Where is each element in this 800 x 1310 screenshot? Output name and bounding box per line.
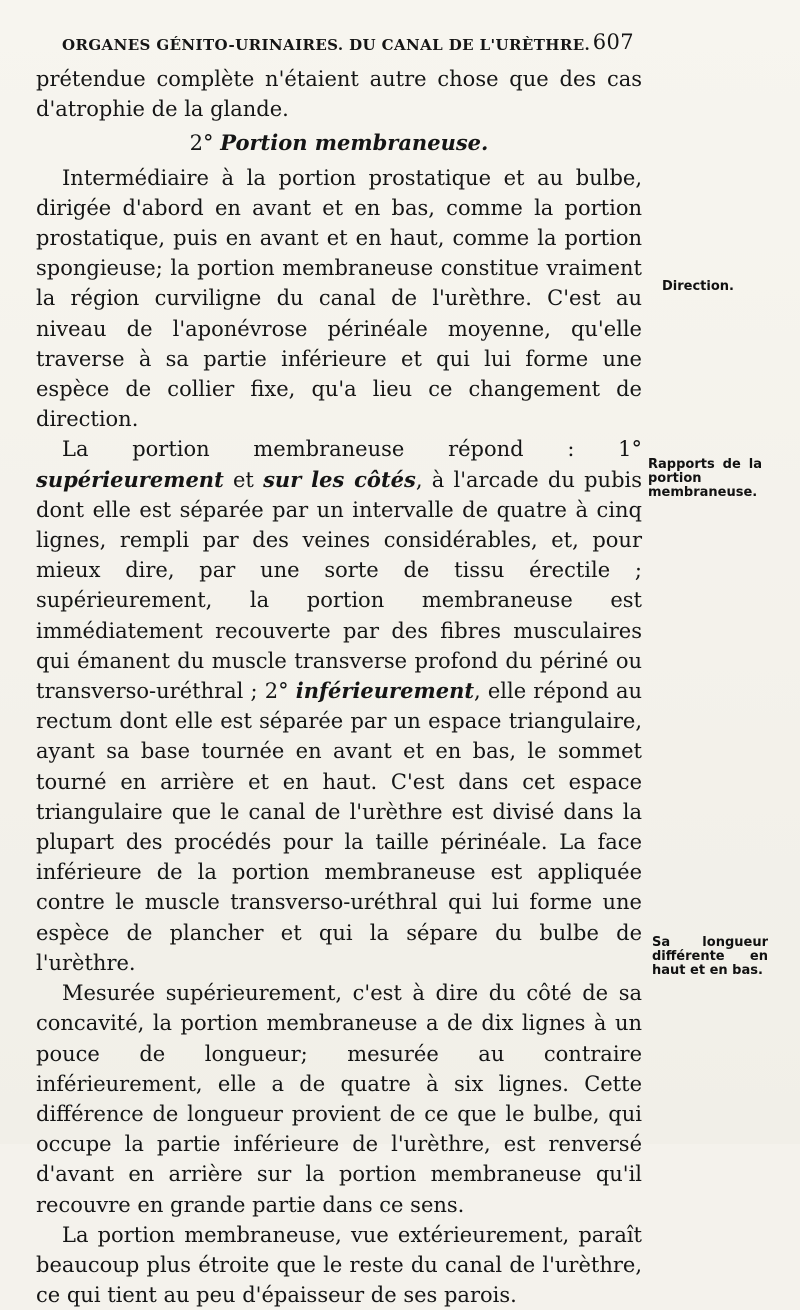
paragraph-rapports (36, 434, 642, 978)
page-body (36, 64, 642, 1310)
paragraph-continuation: prétendue complète n'étaient autre chose que des cas d'atrophie de la glande. (36, 67, 642, 122)
margin-note-direction: Direction. (662, 279, 734, 294)
rapports-text-c: et (223, 467, 264, 492)
rapports-text-a: La portion membraneuse répond : 1° (62, 437, 642, 462)
margin-note-longueur: Sa longueur différente en haut et en bas. (652, 935, 768, 978)
section-title: Portion membraneuse. (220, 130, 489, 156)
paragraph-aspect: La portion membraneuse, vue extérieurement, paraît beaucoup plus étroite que le reste du canal de l'urèthre, ce qui tient au peu d'épaisseur de ses parois. (36, 1222, 642, 1308)
running-title: ORGANES GÉNITO-URINAIRES. DU CANAL DE L'URÈTHRE. (62, 36, 591, 54)
section-heading (36, 128, 642, 158)
emphasis-inferieurement: inférieurement (295, 678, 475, 704)
rapports-text-e: , à l'arcade du pubis dont elle est séparée par un intervalle de quatre à cinq lignes, rempli par des veines considérables, et, pour mieux dire, par une sorte de tissu érectile ; supérieurement, la portion membraneuse est immédiatement recouverte par des fibres musculaires qui émanent du muscle transverse profond du périné ou transverso-uréthral ; 2° (36, 467, 642, 704)
section-number: 2° (189, 131, 214, 156)
rapports-text-g: , elle répond au rectum dont elle est séparée par un espace triangulaire, ayant sa base tournée en avant et en bas, le sommet tourné en arrière et en haut. C'est dans cet espace triangulaire que le canal de l'urèthre est divisé dans la plupart des procédés pour la taille périnéale. La face inférieure de la portion membraneuse est appliquée contre le muscle transverso-uréthral qui lui forme une espèce de plancher et qui la sépare du bulbe de l'urèthre. (36, 679, 642, 975)
emphasis-sur-les-cotes: sur les côtés (263, 466, 416, 492)
margin-note-rapports: Rapports de la portion membraneuse. (648, 457, 762, 500)
paragraph-longueur: Mesurée supérieurement, c'est à dire du côté de sa concavité, la portion membraneuse a de dix lignes à un pouce de longueur; mesurée au contraire inférieurement, elle a de quatre à six lignes. Cette différence de longueur provient de ce que le bulbe, qui occupe la partie inférieure de l'urèthre, est renversé d'avant en arrière sur la portion membraneuse qu'il recouvre en grande partie dans ce sens. (36, 981, 642, 1217)
paragraph-direction: Intermédiaire à la portion prostatique et au bulbe, dirigée d'abord en avant et en bas, comme la portion prostatique, puis en avant et en haut, comme la portion spongieuse; la portion membraneuse constitue vraiment la région curviligne du canal de l'urèthre. C'est au niveau de l'aponévrose périnéale moyenne, qu'elle traverse à sa partie inférieure et qui lui forme une espèce de collier fixe, qu'a lieu ce changement de direction. (36, 165, 642, 432)
page-number: 607 (592, 30, 634, 54)
emphasis-superieurement: supérieurement (36, 466, 224, 492)
